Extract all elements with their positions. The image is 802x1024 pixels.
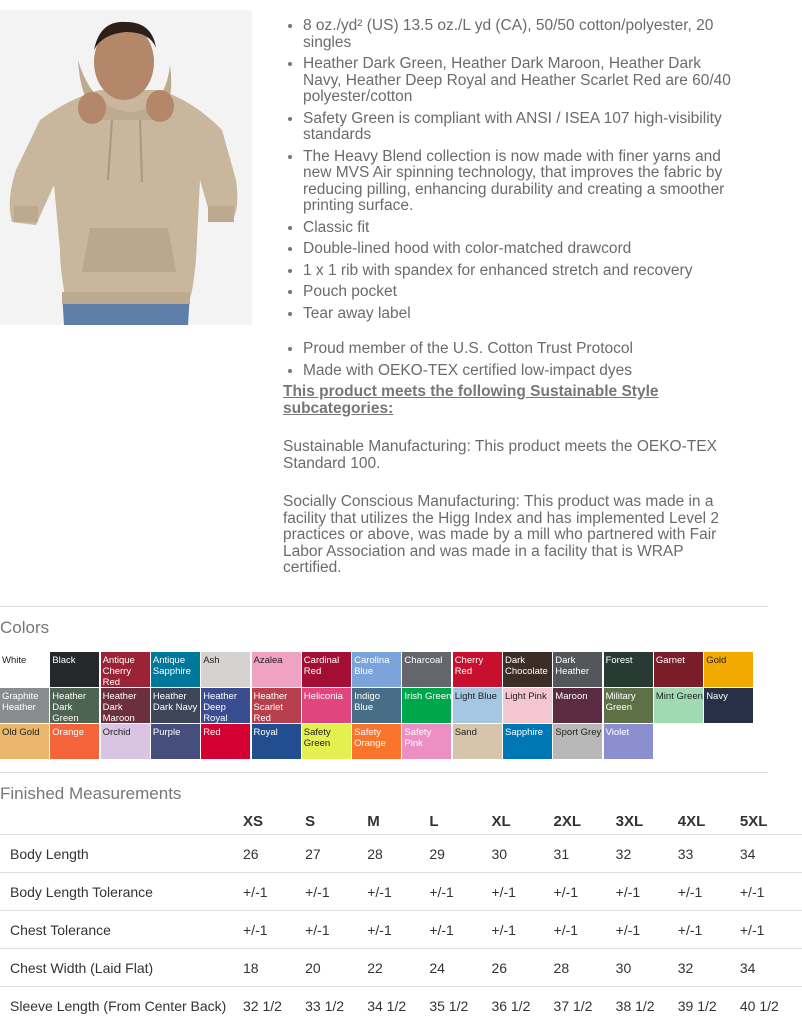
- measurement-value: 33: [678, 835, 740, 873]
- color-swatch[interactable]: Antique Sapphire: [151, 652, 200, 687]
- measurement-value: +/-1: [429, 911, 491, 949]
- color-swatch[interactable]: Navy: [704, 688, 753, 723]
- feature-item: • Safety Green is compliant with ANSI / ISEA 107 high-visibility standards: [303, 111, 743, 144]
- feature-item: • Pouch pocket: [303, 284, 743, 301]
- color-swatch[interactable]: Indigo Blue: [352, 688, 401, 723]
- color-swatch[interactable]: Black: [50, 652, 99, 687]
- divider: [0, 606, 768, 607]
- measurement-value: +/-1: [305, 873, 367, 911]
- measurement-value: 32: [616, 835, 678, 873]
- color-swatch[interactable]: Purple: [151, 724, 200, 759]
- measurement-label: Sleeve Length (From Center Back): [0, 987, 243, 1024]
- measurement-value: 32: [678, 949, 740, 987]
- measurement-value: 28: [554, 949, 616, 987]
- measurement-value: +/-1: [367, 873, 429, 911]
- color-swatch[interactable]: Safety Green: [302, 724, 351, 759]
- size-header: S: [305, 812, 316, 830]
- product-description: [283, 18, 743, 577]
- certification-list: [283, 341, 743, 379]
- certification-item: • Made with OEKO-TEX certified low-impact dyes: [303, 363, 743, 380]
- color-swatch[interactable]: Sapphire: [503, 724, 552, 759]
- measurement-label: Body Length: [0, 835, 243, 873]
- color-swatch[interactable]: Dark Chocolate: [503, 652, 552, 687]
- divider: [0, 772, 768, 773]
- color-swatch[interactable]: Heather Dark Maroon: [101, 688, 150, 723]
- size-header: M: [367, 812, 380, 830]
- socially-conscious-text: Socially Conscious Manufacturing: This product was made in a facility that utilizes the Higg Index and has implemented Level 2 practices or above, was made by a mill who partnered with Fair Labor Association and was made in a facility that is WRAP certified.: [283, 493, 719, 576]
- measurement-value: 30: [491, 835, 553, 873]
- measurement-value: 33 1/2: [305, 987, 367, 1024]
- size-header: XS: [243, 812, 264, 830]
- color-swatch[interactable]: Mint Green: [654, 688, 703, 723]
- measurements-table: [0, 808, 802, 1024]
- measurement-value: +/-1: [616, 911, 678, 949]
- feature-item: • Double-lined hood with color-matched drawcord: [303, 241, 743, 258]
- measurement-value: +/-1: [678, 873, 740, 911]
- color-swatch[interactable]: Gold: [704, 652, 753, 687]
- color-swatch[interactable]: Heather Deep Royal: [201, 688, 250, 723]
- sustainable-style-heading: This product meets the following Sustainable Style subcategories:: [283, 383, 659, 417]
- measurement-value: 35 1/2: [429, 987, 491, 1024]
- measurement-value: 26: [243, 835, 305, 873]
- color-swatch[interactable]: White: [0, 652, 49, 687]
- color-swatch[interactable]: Orchid: [101, 724, 150, 759]
- model-hoodie-illustration: [0, 10, 252, 325]
- table-row: [0, 949, 802, 987]
- feature-list: [283, 18, 743, 322]
- color-swatch[interactable]: Light Blue: [453, 688, 502, 723]
- color-swatch[interactable]: Sport Grey: [553, 724, 602, 759]
- color-swatch[interactable]: Old Gold: [0, 724, 49, 759]
- size-header: 3XL: [615, 812, 644, 830]
- measurement-value: 34 1/2: [367, 987, 429, 1024]
- color-swatch[interactable]: Garnet: [654, 652, 703, 687]
- measurement-value: 36 1/2: [491, 987, 553, 1024]
- certification-item: • Proud member of the U.S. Cotton Trust Protocol: [303, 341, 743, 358]
- table-row: [0, 873, 802, 911]
- measurement-value: 31: [554, 835, 616, 873]
- measurement-value: 24: [429, 949, 491, 987]
- color-swatch[interactable]: Azalea: [252, 652, 301, 687]
- color-swatch[interactable]: Maroon: [553, 688, 602, 723]
- measurement-value: +/-1: [367, 911, 429, 949]
- color-swatch[interactable]: Graphite Heather: [0, 688, 49, 723]
- feature-item: • Tear away label: [303, 306, 743, 323]
- color-swatch-grid: [0, 652, 760, 762]
- measurement-value: 27: [305, 835, 367, 873]
- color-swatch[interactable]: Carolina Blue: [352, 652, 401, 687]
- color-swatch[interactable]: Cherry Red: [453, 652, 502, 687]
- color-swatch[interactable]: Heliconia: [302, 688, 351, 723]
- measurement-value: +/-1: [554, 911, 616, 949]
- size-header: 2XL: [553, 812, 582, 830]
- measurement-value: +/-1: [491, 873, 553, 911]
- table-row: [0, 911, 802, 949]
- feature-item: • The Heavy Blend collection is now made with finer yarns and new MVS Air spinning technology, that improves the fabric by reducing pilling, enhancing durability and creating a smoother printing surface.: [303, 149, 743, 215]
- table-row: [0, 835, 802, 873]
- table-row: [0, 987, 802, 1024]
- measurement-value: 32 1/2: [243, 987, 305, 1024]
- colors-heading: Colors: [0, 618, 50, 637]
- color-swatch[interactable]: Antique Cherry Red: [101, 652, 150, 687]
- measurement-value: 26: [491, 949, 553, 987]
- measurement-value: 28: [367, 835, 429, 873]
- color-swatch[interactable]: Royal: [252, 724, 301, 759]
- feature-item: • 1 x 1 rib with spandex for enhanced stretch and recovery: [303, 263, 743, 280]
- measurement-value: +/-1: [491, 911, 553, 949]
- measurement-value: 18: [243, 949, 305, 987]
- measurement-value: 39 1/2: [678, 987, 740, 1024]
- measurement-label: Chest Tolerance: [0, 911, 243, 949]
- color-swatch[interactable]: Charcoal: [402, 652, 451, 687]
- color-swatch[interactable]: Light Pink: [503, 688, 552, 723]
- measurement-value: 37 1/2: [554, 987, 616, 1024]
- measurement-value: 22: [367, 949, 429, 987]
- measurement-value: 34: [740, 835, 802, 873]
- measurement-value: +/-1: [740, 873, 802, 911]
- color-swatch[interactable]: Safety Pink: [402, 724, 451, 759]
- color-swatch[interactable]: Heather Scarlet Red: [252, 688, 301, 723]
- product-image: [0, 10, 252, 325]
- measurement-value: +/-1: [429, 873, 491, 911]
- feature-item: • Classic fit: [303, 220, 743, 237]
- color-swatch[interactable]: Safety Orange: [352, 724, 401, 759]
- color-swatch[interactable]: Red: [201, 724, 250, 759]
- color-swatch[interactable]: Irish Green: [402, 688, 451, 723]
- measurements-heading: Finished Measurements: [0, 784, 182, 803]
- measurement-value: +/-1: [740, 911, 802, 949]
- color-swatch[interactable]: Forest: [604, 652, 653, 687]
- color-swatch[interactable]: Dark Heather: [553, 652, 602, 687]
- sustainable-manufacturing-text: Sustainable Manufacturing: This product meets the OEKO-TEX Standard 100.: [283, 438, 717, 472]
- color-swatch[interactable]: Sand: [453, 724, 502, 759]
- measurement-value: 20: [305, 949, 367, 987]
- measurement-label: Chest Width (Laid Flat): [0, 949, 243, 987]
- measurement-value: +/-1: [554, 873, 616, 911]
- measurement-value: 40 1/2: [740, 987, 802, 1024]
- measurement-value: 34: [740, 949, 802, 987]
- color-swatch[interactable]: Heather Dark Green: [50, 688, 99, 723]
- size-header: 5XL: [739, 812, 768, 830]
- measurement-value: +/-1: [616, 873, 678, 911]
- measurement-value: 38 1/2: [616, 987, 678, 1024]
- color-swatch[interactable]: Cardinal Red: [302, 652, 351, 687]
- feature-item: • 8 oz./yd² (US) 13.5 oz./L yd (CA), 50/50 cotton/polyester, 20 singles: [303, 18, 743, 51]
- measurement-value: +/-1: [243, 911, 305, 949]
- measurement-label: Body Length Tolerance: [0, 873, 243, 911]
- feature-item: • Heather Dark Green, Heather Dark Maroon, Heather Dark Navy, Heather Deep Royal and Heather Scarlet Red are 60/40 polyester/cotton: [303, 56, 743, 106]
- color-swatch[interactable]: Orange: [50, 724, 99, 759]
- color-swatch[interactable]: Heather Dark Navy: [151, 688, 200, 723]
- size-header: XL: [491, 812, 511, 830]
- measurement-value: +/-1: [678, 911, 740, 949]
- measurement-value: +/-1: [305, 911, 367, 949]
- color-swatch[interactable]: Violet: [604, 724, 653, 759]
- measurement-value: 29: [429, 835, 491, 873]
- size-header: 4XL: [677, 812, 706, 830]
- size-header: L: [429, 812, 439, 830]
- measurement-value: 30: [616, 949, 678, 987]
- color-swatch[interactable]: Military Green: [604, 688, 653, 723]
- color-swatch[interactable]: Ash: [201, 652, 250, 687]
- measurement-value: +/-1: [243, 873, 305, 911]
- size-header-row: [0, 808, 802, 835]
